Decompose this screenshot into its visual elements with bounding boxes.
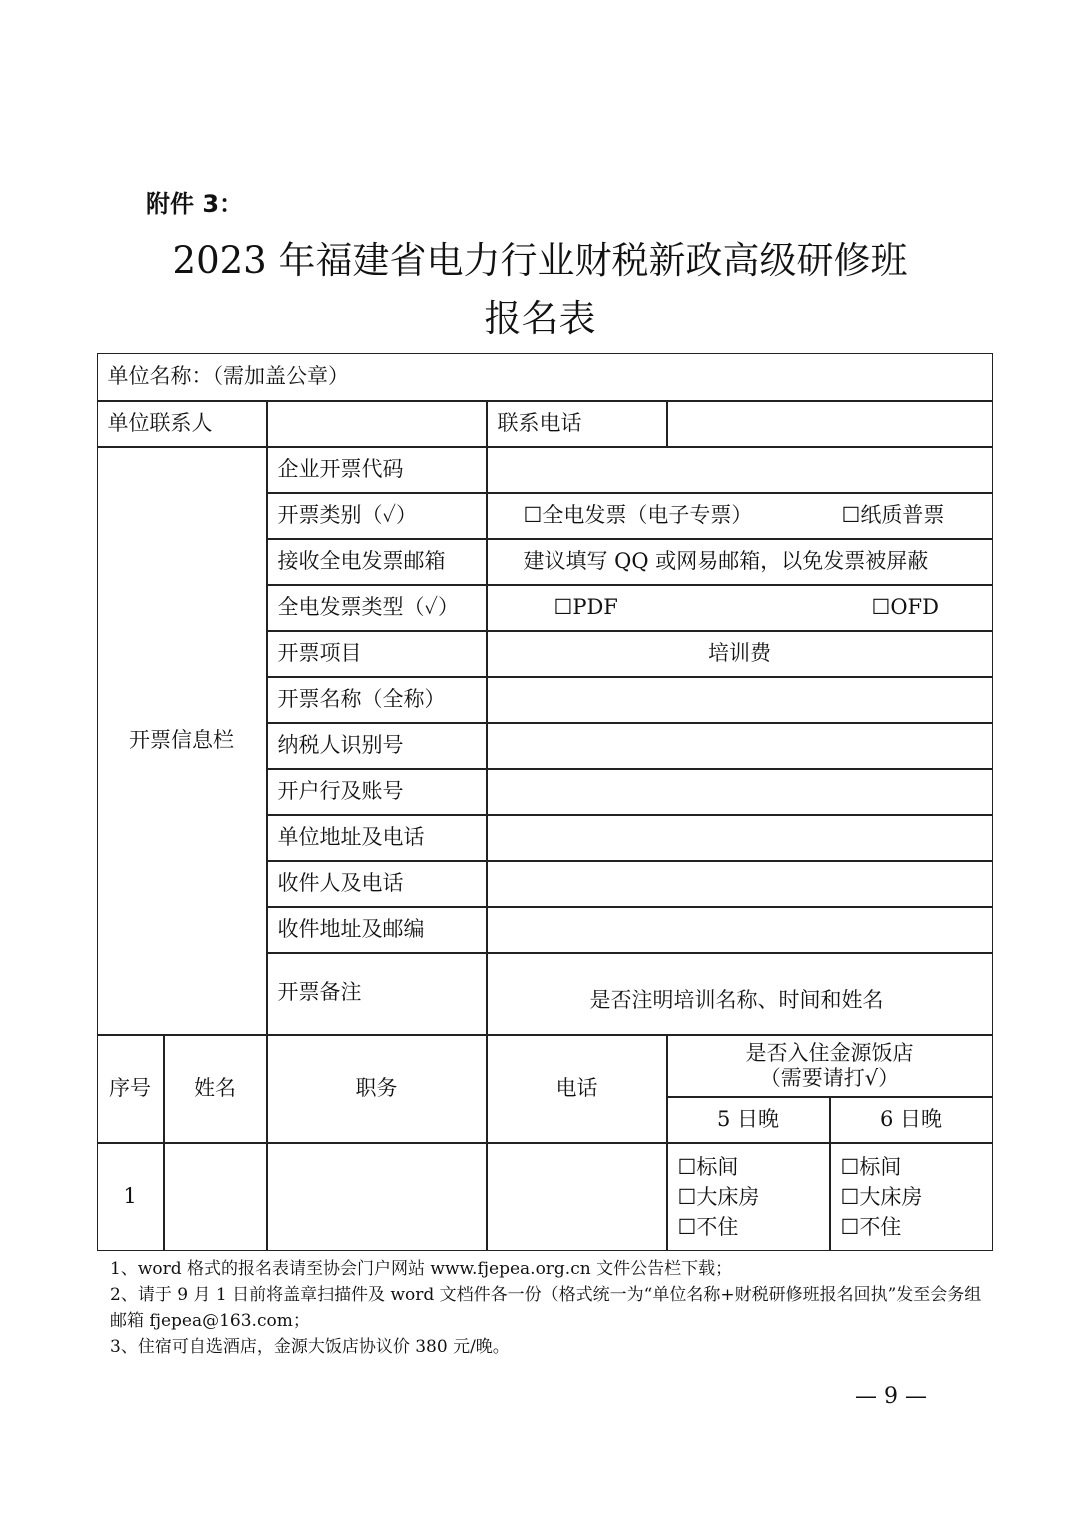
row-position-input[interactable] (267, 1143, 487, 1251)
invoice-remark-input[interactable] (487, 953, 993, 1035)
invoice-item-label: 开票项目 (267, 631, 487, 677)
night2-no-stay-checkbox[interactable]: ☐不住 (840, 1214, 902, 1239)
bank-account-input[interactable] (487, 769, 993, 815)
form-title: 2023 年福建省电力行业财税新政高级研修班 (172, 239, 908, 282)
attachment-label: 附件 3： (146, 190, 244, 218)
contact-phone-input[interactable] (667, 401, 993, 447)
col-header-phone: 电话 (487, 1035, 667, 1143)
taxpayer-id-label: 纳税人识别号 (267, 723, 487, 769)
registration-form (97, 353, 993, 1251)
hotel-header-line1: 是否入住金源饭店 (745, 1041, 914, 1066)
page-number: — 9 — (855, 1384, 927, 1409)
unit-name-field[interactable]: 单位名称：（需加盖公章） (97, 353, 993, 401)
invoice-type-options (487, 493, 993, 539)
hotel-header-line2: （需要请打√） (759, 1065, 900, 1090)
contact-phone-label: 联系电话 (487, 401, 667, 447)
pdf-checkbox[interactable]: ☐PDF (553, 595, 618, 620)
night2-standard-room-checkbox[interactable]: ☐标间 (840, 1154, 902, 1179)
paper-invoice-checkbox[interactable]: ☐纸质普票 (841, 503, 945, 528)
col-header-no: 序号 (97, 1035, 164, 1143)
invoice-email-label: 接收全电发票邮箱 (267, 539, 487, 585)
invoice-section-label: 开票信息栏 (97, 447, 267, 1035)
invoice-code-label: 企业开票代码 (267, 447, 487, 493)
invoice-remark-label: 开票备注 (267, 953, 487, 1035)
note-1: 1、word 格式的报名表请至协会门户网站 www.fjepea.org.cn 文件公告栏下载； (110, 1259, 733, 1279)
row-phone-input[interactable] (487, 1143, 667, 1251)
ofd-checkbox[interactable]: ☐OFD (871, 595, 939, 620)
taxpayer-id-input[interactable] (487, 723, 993, 769)
form-subtitle: 报名表 (484, 297, 596, 340)
col-header-night1: 5 日晚 (667, 1097, 830, 1143)
mailing-address-label: 收件地址及邮编 (267, 907, 487, 953)
unit-contact-label: 单位联系人 (97, 401, 267, 447)
note-3: 3、住宿可自选酒店，金源大饭店协议价 380 元/晚。 (110, 1337, 510, 1357)
invoice-type-label: 开票类别（✓） (267, 493, 487, 539)
col-header-name: 姓名 (164, 1035, 267, 1143)
mailing-address-input[interactable] (487, 907, 993, 953)
unit-address-label: 单位地址及电话 (267, 815, 487, 861)
night1-standard-room-checkbox[interactable]: ☐标间 (677, 1154, 739, 1179)
night1-king-room-checkbox[interactable]: ☐大床房 (677, 1184, 760, 1209)
invoice-email-hint: 建议填写 QQ 或网易邮箱，以免发票被屏蔽 (523, 549, 929, 574)
night2-options (830, 1143, 993, 1251)
unit-contact-input[interactable] (267, 401, 487, 447)
notes (110, 1256, 990, 1360)
row-name-input[interactable] (164, 1143, 267, 1251)
unit-address-input[interactable] (487, 815, 993, 861)
note-2: 2、请于 9 月 1 日前将盖章扫描件及 word 文档件各一份（格式统一为“单位名称+财税研修班报名回执”发至会务组邮箱 fjepea@163.com； (110, 1285, 982, 1331)
night2-king-room-checkbox[interactable]: ☐大床房 (840, 1184, 923, 1209)
recipient-label: 收件人及电话 (267, 861, 487, 907)
recipient-input[interactable] (487, 861, 993, 907)
invoice-format-label: 全电发票类型（✓） (267, 585, 487, 631)
bank-account-label: 开户行及账号 (267, 769, 487, 815)
invoice-code-input[interactable] (487, 447, 993, 493)
col-header-hotel (667, 1035, 993, 1097)
night1-no-stay-checkbox[interactable]: ☐不住 (677, 1214, 739, 1239)
col-header-position: 职务 (267, 1035, 487, 1143)
invoice-format-options (487, 585, 993, 631)
electronic-invoice-checkbox[interactable]: ☐全电发票（电子专票） (523, 503, 753, 528)
row-no: 1 (97, 1143, 164, 1251)
night1-options (667, 1143, 830, 1251)
invoice-name-label: 开票名称（全称） (267, 677, 487, 723)
col-header-night2: 6 日晚 (830, 1097, 993, 1143)
invoice-name-input[interactable] (487, 677, 993, 723)
invoice-item-value: 培训费 (487, 631, 993, 677)
invoice-email-input[interactable] (487, 539, 993, 585)
invoice-remark-hint: 是否注明培训名称、时间和姓名 (589, 987, 884, 1012)
